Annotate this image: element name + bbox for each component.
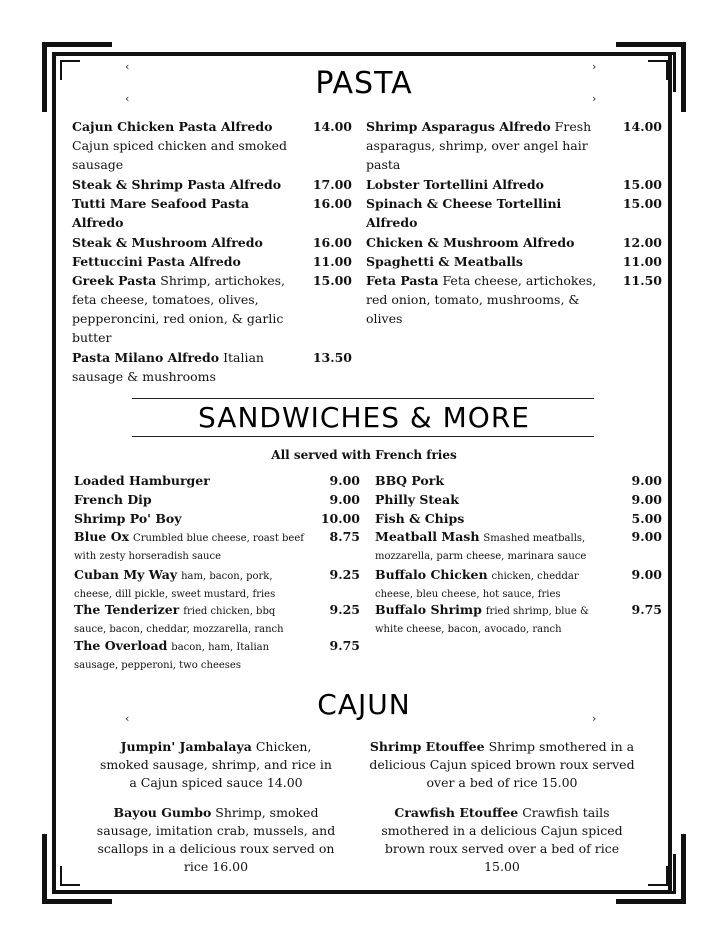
item-price: 9.75 <box>631 602 662 617</box>
item-desc: Italian sausage & mushrooms <box>72 350 264 384</box>
menu-item <box>74 471 324 490</box>
item-name: Buffalo Chicken <box>375 567 488 582</box>
section-rule <box>132 398 594 399</box>
item-price: 15.00 <box>484 859 520 874</box>
item-price: 9.00 <box>329 473 360 488</box>
item-price: 14.00 <box>312 119 352 134</box>
item-price: 15.00 <box>622 177 662 192</box>
item-name: Cajun Chicken Pasta Alfredo <box>72 119 273 134</box>
item-name: BBQ Pork <box>375 473 445 488</box>
item-price: 14.00 <box>266 775 303 790</box>
item-price: 9.00 <box>631 529 662 544</box>
item-price: 15.00 <box>312 273 352 288</box>
item-price: 9.00 <box>329 492 360 507</box>
item-name: Feta Pasta <box>366 273 439 288</box>
item-price: 13.50 <box>312 350 352 365</box>
item-price: 11.00 <box>312 254 352 269</box>
item-desc: Smashed meatballs, mozzarella, parm cheese, marinara sauce <box>375 533 587 562</box>
item-name: Crawfish Etouffee <box>394 805 519 820</box>
item-desc: fried chicken, bbq sauce, bacon, cheddar, mozzarella, ranch <box>74 606 284 635</box>
menu-item <box>375 602 613 638</box>
menu-item <box>74 529 310 565</box>
item-price: 12.00 <box>622 235 662 250</box>
item-price: 11.00 <box>622 254 662 269</box>
item-price: 5.00 <box>631 511 662 526</box>
menu-item <box>72 233 302 252</box>
menu-item <box>72 175 302 194</box>
item-price: 14.00 <box>622 119 662 134</box>
item-desc: Crumbled blue cheese, roast beef with zesty horseradish sauce <box>74 533 304 562</box>
menu-item <box>74 490 324 509</box>
item-name: Buffalo Shrimp <box>375 602 482 617</box>
menu-item <box>375 490 615 509</box>
item-desc: chicken, cheddar cheese, bleu cheese, hot sauce, fries <box>375 571 579 600</box>
item-name: Greek Pasta <box>72 273 157 288</box>
item-desc: Feta cheese, artichokes, red onion, tomato, mushrooms, & olives <box>366 273 597 326</box>
item-desc: Cajun spiced chicken and smoked sausage <box>72 138 288 172</box>
item-price: 9.25 <box>329 602 360 617</box>
item-name: Lobster Tortellini Alfredo <box>366 177 544 192</box>
arrow-ornament-icon: ‹ <box>125 92 130 105</box>
item-name: Jumpin' Jambalaya <box>120 739 252 754</box>
item-name: Philly Steak <box>375 492 459 507</box>
item-name: Spinach & Cheese Tortellini Alfredo <box>366 196 562 230</box>
item-desc: Shrimp, artichokes, feta cheese, tomatoes, olives, pepperoncini, red onion, & garlic butter <box>72 273 286 345</box>
menu-item <box>366 175 610 194</box>
menu-item <box>366 252 610 271</box>
menu-item <box>96 738 336 792</box>
item-price: 15.00 <box>541 775 578 790</box>
corner-ornament-bottom-right <box>616 834 686 904</box>
item-name: French Dip <box>74 492 152 507</box>
menu-item <box>74 602 310 638</box>
menu-item <box>72 252 302 271</box>
menu-item <box>366 233 610 252</box>
item-price: 10.00 <box>320 511 360 526</box>
menu-item <box>368 738 636 792</box>
section-title-pasta: PASTA <box>315 66 413 101</box>
menu-item <box>375 509 615 528</box>
menu-item <box>72 271 300 347</box>
item-name: Steak & Shrimp Pasta Alfredo <box>72 177 282 192</box>
menu-item <box>375 529 613 565</box>
item-name: Chicken & Mushroom Alfredo <box>366 235 575 250</box>
item-price: 16.00 <box>312 235 352 250</box>
menu-item <box>375 567 613 603</box>
item-name: Loaded Hamburger <box>74 473 210 488</box>
item-desc: Shrimp smothered in a delicious Cajun spiced brown roux served over a bed of rice <box>369 739 635 790</box>
item-name: Meatball Mash <box>375 529 480 544</box>
item-price: 9.00 <box>631 473 662 488</box>
menu-item <box>96 804 336 876</box>
menu-item <box>366 117 610 174</box>
item-desc: Fresh asparagus, shrimp, over angel hair pasta <box>366 119 592 172</box>
arrow-ornament-icon: ‹ <box>125 60 130 73</box>
section-title-cajun: CAJUN <box>317 688 411 721</box>
menu-item <box>74 509 324 528</box>
arrow-ornament-icon: › <box>592 712 597 725</box>
item-price: 9.25 <box>329 567 360 582</box>
item-price: 15.00 <box>622 196 662 211</box>
arrow-ornament-icon: › <box>592 60 597 73</box>
item-name: Cuban My Way <box>74 567 178 582</box>
item-desc: ham, bacon, pork, cheese, dill pickle, sweet mustard, fries <box>74 571 276 600</box>
menu-item <box>72 194 272 232</box>
item-name: Blue Ox <box>74 529 130 544</box>
item-desc: fried shrimp, blue & white cheese, bacon, avocado, ranch <box>375 606 589 635</box>
item-name: Steak & Mushroom Alfredo <box>72 235 263 250</box>
section-subtitle <box>0 446 728 465</box>
item-price: 9.00 <box>631 492 662 507</box>
item-name: Tutti Mare Seafood Pasta Alfredo <box>72 196 250 230</box>
item-name: Spaghetti & Meatballs <box>366 254 523 269</box>
item-name: Shrimp Etouffee <box>369 739 485 754</box>
sandwiches-subtitle: All served with French fries <box>271 448 457 462</box>
item-price: 9.75 <box>329 638 360 653</box>
arrow-ornament-icon: ‹ <box>125 712 130 725</box>
arrow-ornament-icon: › <box>592 92 597 105</box>
item-name: Fish & Chips <box>375 511 465 526</box>
item-desc: bacon, ham, Italian sausage, pepperoni, two cheeses <box>74 642 270 671</box>
item-price: 16.00 <box>312 196 352 211</box>
menu-item <box>74 638 310 674</box>
section-title-sandwiches: SANDWICHES & MORE <box>198 401 530 434</box>
menu-item <box>366 194 580 232</box>
item-name: The Overload <box>74 638 168 653</box>
menu-item <box>375 471 615 490</box>
item-name: Bayou Gumbo <box>113 805 212 820</box>
menu-item <box>366 271 610 328</box>
item-name: Shrimp Asparagus Alfredo <box>366 119 551 134</box>
item-desc: Shrimp, smoked sausage, imitation crab, mussels, and scallops in a delicious roux served on rice <box>96 805 336 874</box>
item-name: Fettuccini Pasta Alfredo <box>72 254 241 269</box>
item-name: Pasta Milano Alfredo <box>72 350 220 365</box>
item-price: 8.75 <box>329 529 360 544</box>
item-price: 9.00 <box>631 567 662 582</box>
item-price: 11.50 <box>622 273 662 288</box>
item-price: 16.00 <box>212 859 249 874</box>
menu-item <box>72 117 302 174</box>
item-name: Shrimp Po' Boy <box>74 511 182 526</box>
item-desc: Chicken, smoked sausage, shrimp, and rice in a Cajun spiced sauce <box>100 739 332 790</box>
menu-item <box>72 348 300 386</box>
item-desc: Crawfish tails smothered in a delicious Cajun spiced brown roux served over a bed of rice <box>381 805 623 856</box>
section-rule <box>132 436 594 437</box>
item-name: The Tenderizer <box>74 602 180 617</box>
item-price: 17.00 <box>312 177 352 192</box>
menu-item <box>74 567 310 603</box>
menu-item <box>380 804 624 876</box>
